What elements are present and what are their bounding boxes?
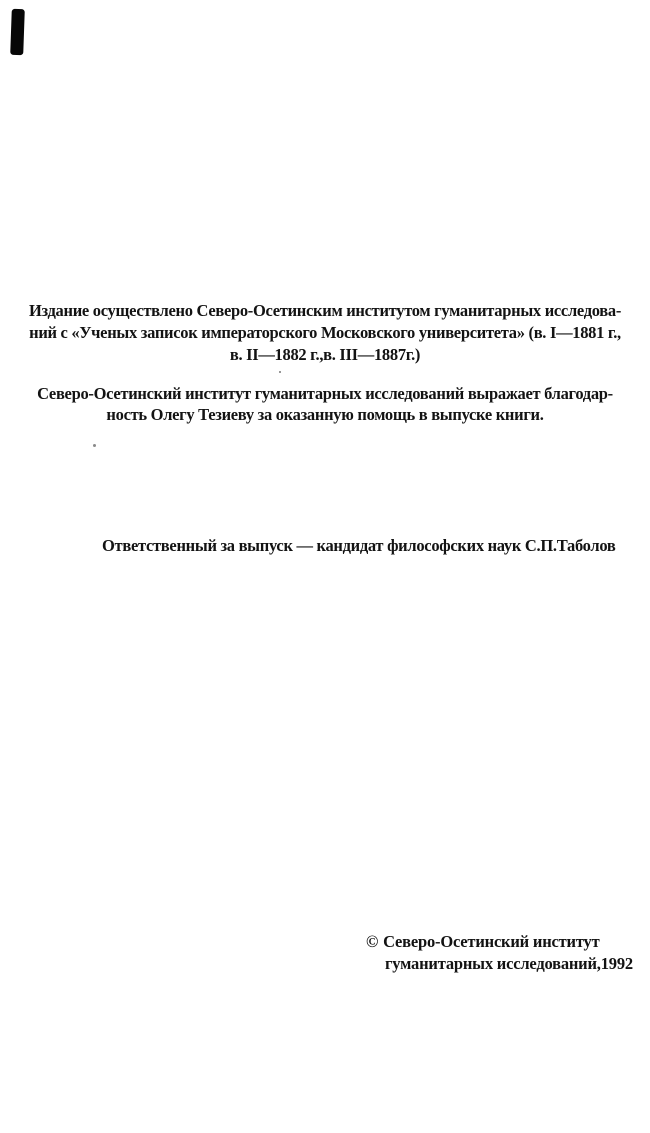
copyright-holder: Северо-Осетинский институт bbox=[383, 932, 600, 951]
edition-note-line-2: ний с «Ученых записок императорского Московского университета» (в. I—1881 г., bbox=[29, 323, 621, 342]
edition-note-line-1: Издание осуществлено Северо-Осетинским институтом гуманитарных исследова- bbox=[28, 301, 622, 320]
edition-note-line-3: в. II—1882 г.,в. III—1887г.) bbox=[229, 345, 421, 364]
copyright-icon: © bbox=[366, 932, 379, 951]
copyright-notice bbox=[366, 931, 633, 974]
acknowledgement-line-1: Северо-Осетинский институт гуманитарных исследований выражает благодар- bbox=[37, 384, 613, 403]
acknowledgement-paragraph bbox=[0, 383, 650, 425]
acknowledgement-line-2: ность Олегу Тезиеву за оказанную помощь в выпуске книги. bbox=[106, 405, 544, 424]
scan-speck bbox=[93, 444, 96, 447]
copyright-line-1 bbox=[366, 931, 633, 953]
copyright-line-2: гуманитарных исследований,1992 bbox=[385, 953, 633, 973]
scan-speck bbox=[279, 371, 281, 373]
responsible-editor-line: Ответственный за выпуск — кандидат философских наук С.П.Таболов bbox=[102, 536, 616, 555]
ink-smudge-artifact bbox=[10, 9, 25, 55]
edition-note-paragraph bbox=[0, 300, 650, 366]
